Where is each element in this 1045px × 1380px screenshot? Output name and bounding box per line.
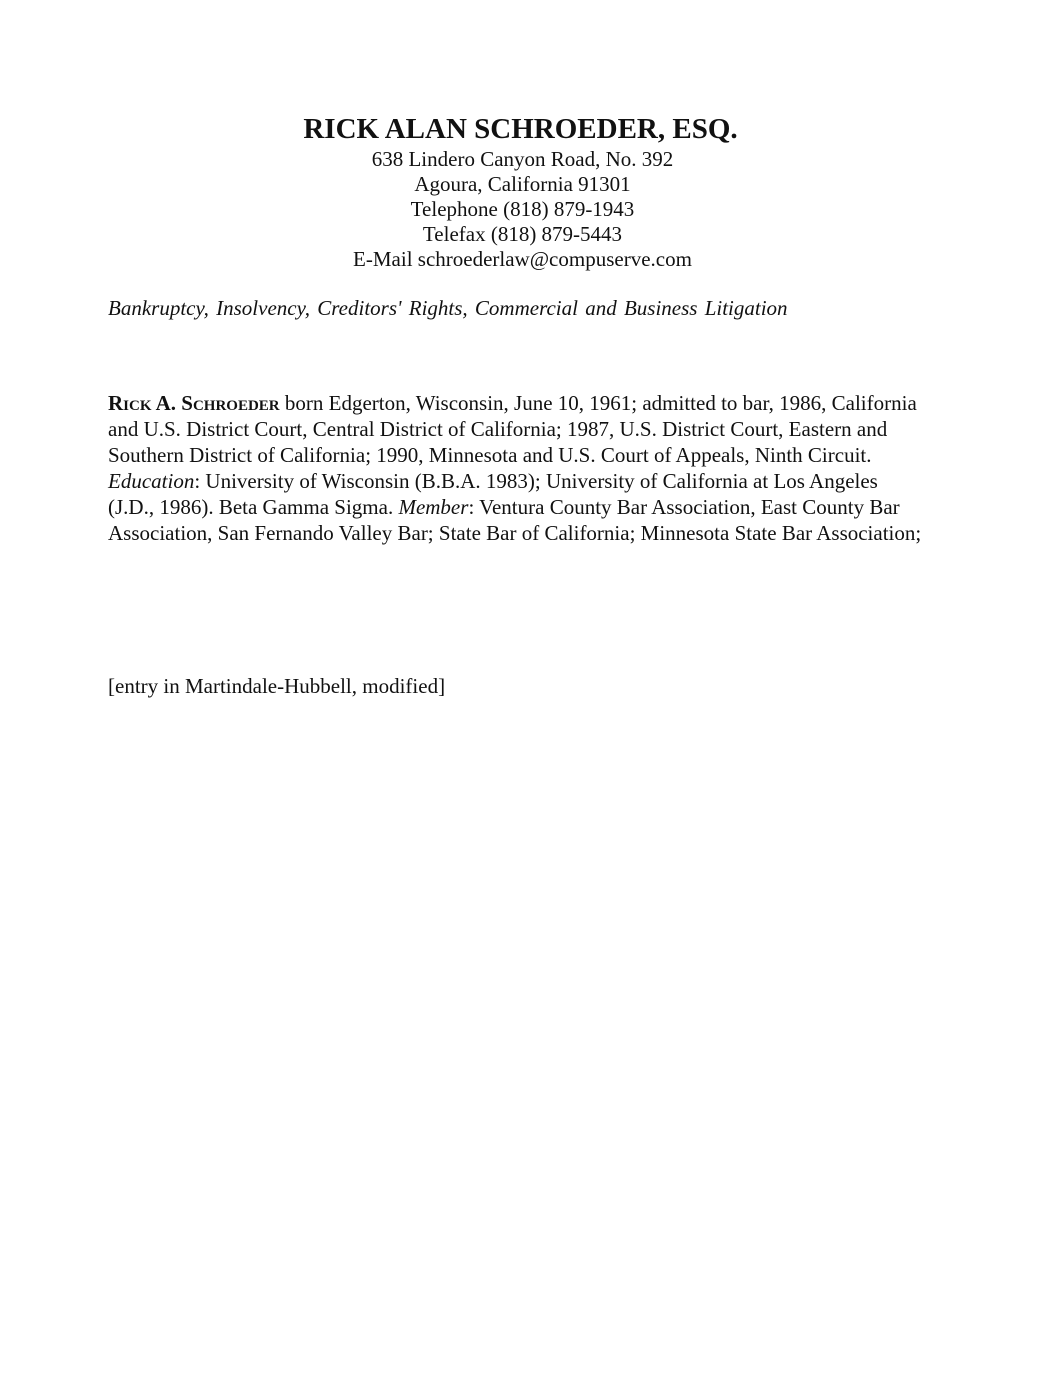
letterhead	[0, 111, 1045, 272]
telefax-line: Telefax (818) 879-5443	[422, 222, 623, 246]
bio-text-education: : University of Wisconsin (B.B.A. 1983); University of California at Los Angeles (J.D., 1986). Beta Gamma Sigma.	[108, 468, 878, 519]
source-note: [entry in Martindale-Hubbell, modified]	[108, 674, 446, 698]
bio-name: Rick A. Schroeder	[108, 391, 280, 415]
telephone-line: Telephone (818) 879-1943	[410, 197, 635, 221]
practice-areas: Bankruptcy, Insolvency, Creditors' Rights, Commercial and Business Litigation	[108, 296, 788, 320]
education-label: Education	[108, 468, 195, 493]
biography-paragraph	[108, 391, 928, 546]
address-line-2: Agoura, California 91301	[414, 172, 631, 196]
address-line-1: 638 Lindero Canyon Road, No. 392	[371, 147, 674, 171]
bio-text-memberships: : Ventura County Bar Association, East County Bar Association, San Fernando Valley Bar; State Bar of California; Minnesota State Bar Association;	[108, 494, 922, 545]
email-line: E-Mail schroederlaw@compuserve.com	[353, 247, 692, 271]
attorney-name: RICK ALAN SCHROEDER, ESQ.	[303, 113, 738, 145]
member-label: Member	[398, 494, 469, 519]
bio-text-admissions: born Edgerton, Wisconsin, June 10, 1961; admitted to bar, 1986, California and U.S. District Court, Central District of California; 1987, U.S. District Court, Eastern and Southern District of California; 1990, Minnesota and U.S. Court of Appeals, Ninth Circuit.	[108, 391, 917, 467]
